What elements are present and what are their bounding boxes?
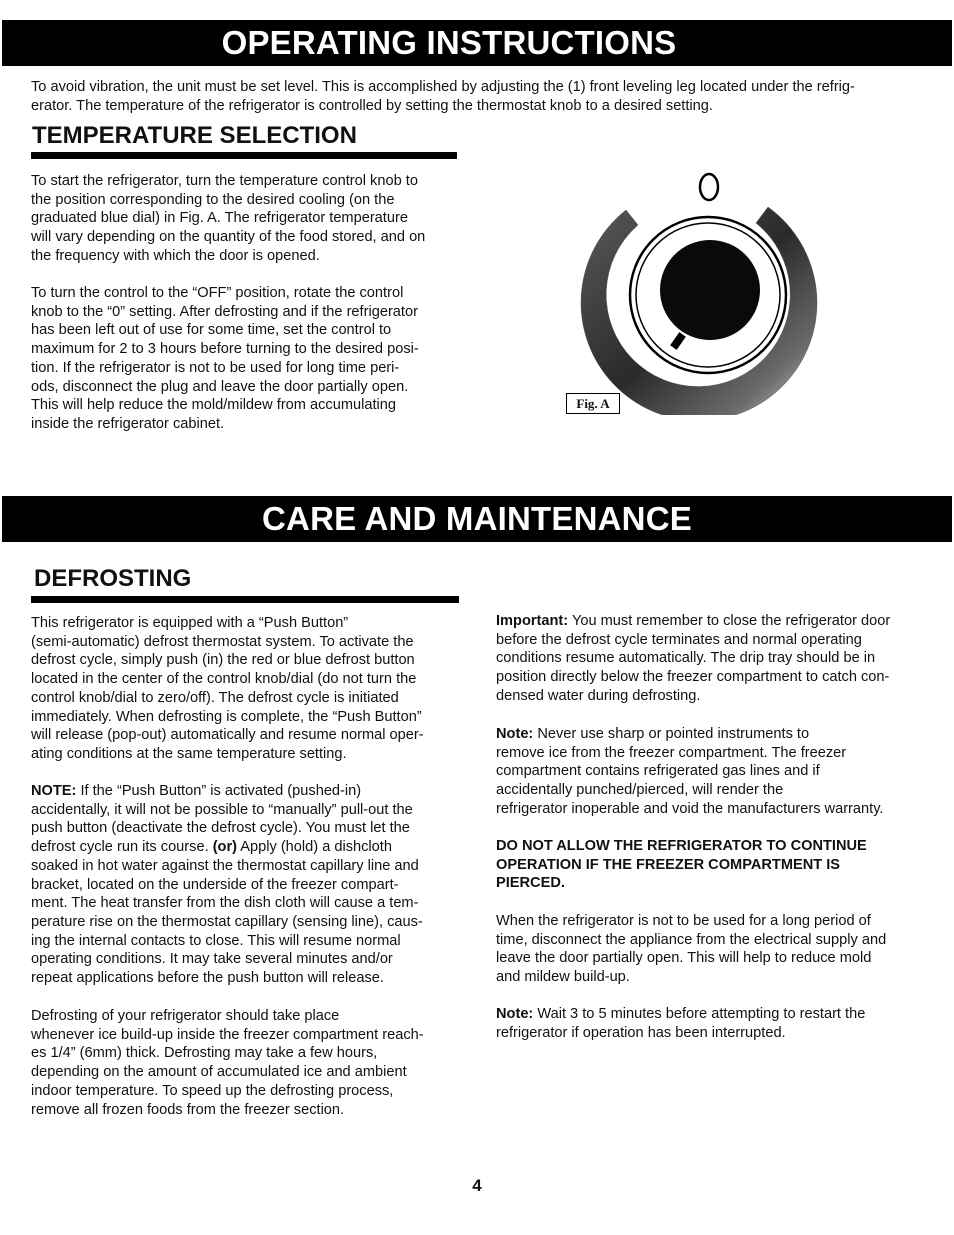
- operating-instructions-title: OPERATING INSTRUCTIONS: [221, 24, 677, 61]
- defrosting-paragraph-1: This refrigerator is equipped with a “Push Button” (semi-automatic) defrost thermostat system. To activate the defrost cycle, simply push (in) the red or blue defrost button located in the center of the control knob/dial (do not turn the control knob/dial to zero/off). The defrost cycle is initiated immediately. When defrosting is complete, the “Push Button” will release (pop-out) automatically and resume normal oper- ating conditions at the same temperature setting.: [31, 615, 424, 762]
- or-label: (or): [212, 839, 238, 856]
- dial-zero-marker: [700, 174, 718, 200]
- note-text-a: If the “Push Button” is activated (pushed-in) accidentally, it will not be possible to “manually” pull-out the push button (deactivate the defrost cycle). You must let the defrost cycle run its course.: [31, 783, 413, 856]
- note2-text: Wait 3 to 5 minutes before attempting to restart the refrigerator if operation has been interrupted.: [496, 1006, 866, 1041]
- defrost-push-button: [660, 240, 760, 340]
- temperature-paragraph-2: To turn the control to the “OFF” position, rotate the control knob to the “0” setting. After defrosting and if the refrigerator has been left out of use for some time, set the control to maximum for 2 to 3 hours before turning to the desired posi- tion. If the refrigerator is not to be used for long time peri- ods, disconnect the plug and leave the door partially open. This will help reduce the mold/mildew from accumulating inside the refrigerator cabinet.: [31, 285, 419, 432]
- defrosting-note-paragraph: [31, 782, 471, 988]
- care-maintenance-banner: [2, 496, 952, 542]
- thermostat-dial-figure: [560, 165, 840, 415]
- long-period-paragraph: When the refrigerator is not to be used for a long period of time, disconnect the appliance from the electrical supply and leave the door partially open. This will help to reduce mold and mildew build-up.: [496, 913, 887, 986]
- pierced-warning: DO NOT ALLOW THE REFRIGERATOR TO CONTINUE OPERATION IF THE FREEZER COMPARTMENT IS PIERCED.: [496, 838, 867, 892]
- temperature-paragraph-1: To start the refrigerator, turn the temperature control knob to the position corresponding to the desired cooling (on the graduated blue dial) in Fig. A. The refrigerator temperature will vary depending on the quantity of the food stored, and on the frequency with which the door is opened.: [31, 173, 426, 264]
- temperature-selection-heading: TEMPERATURE SELECTION: [32, 122, 357, 149]
- important-label: Important:: [496, 613, 569, 629]
- note-text-b: Apply (hold) a dishcloth soaked in hot water against the thermostat capillary line and bracket, located on the underside of the freezer compart- ment. The heat transfer from the dish cloth will cause a tem- perature rise on the thermostat capillary (sensing line), caus- ing the internal contacts to close. This will resume normal operating conditions. It may take several minutes and/or repeat applications before the push button will release.: [31, 839, 423, 987]
- note-label: NOTE:: [31, 783, 77, 799]
- note1-text: Never use sharp or pointed instruments to remove ice from the freezer compartment. The freezer compartment contains refrigerated gas lines and if accidentally punched/pierced, will render the refrigerator inoperable and void the manufacturers warranty.: [496, 726, 884, 817]
- restart-note: [496, 1005, 936, 1042]
- page-number: 4: [472, 1176, 482, 1195]
- note2-label: Note:: [496, 1006, 534, 1022]
- important-paragraph: [496, 612, 936, 706]
- defrosting-heading: DEFROSTING: [34, 565, 192, 592]
- defrosting-paragraph-3: Defrosting of your refrigerator should take place whenever ice build-up inside the freezer compartment reach- es 1/4” (6mm) thick. Defrosting may take a few hours, depending on the amount of accumulated ice and ambient indoor temperature. To speed up the defrosting process, remove all frozen foods from the freezer section.: [31, 1008, 424, 1118]
- care-maintenance-title: CARE AND MAINTENANCE: [262, 500, 692, 537]
- operating-instructions-banner: [2, 20, 952, 66]
- sharp-instruments-note: [496, 725, 936, 819]
- defrosting-heading-rule: [31, 596, 459, 603]
- figure-a-label: Fig. A: [566, 393, 620, 414]
- important-text: You must remember to close the refrigerator door before the defrost cycle terminates and normal operating conditions resume automatically. The drip tray should be in position directly below the freezer compartment to catch con- densed water during defrosting.: [496, 613, 891, 704]
- note1-label: Note:: [496, 726, 534, 742]
- temperature-heading-rule: [31, 152, 457, 159]
- operating-intro-text: To avoid vibration, the unit must be set level. This is accomplished by adjusting the (1) front leveling leg located under the refrig- erator. The temperature of the refrigerator is controlled by setting the thermostat knob to a desired setting.: [31, 79, 855, 114]
